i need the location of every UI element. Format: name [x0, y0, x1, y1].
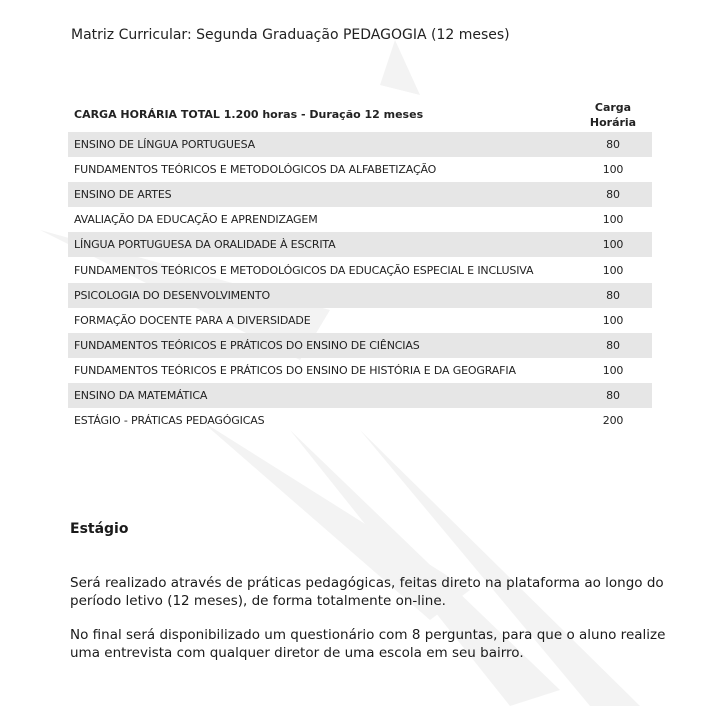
- course-hours: 80: [574, 333, 652, 358]
- course-name: ENSINO DE LÍNGUA PORTUGUESA: [68, 132, 574, 157]
- course-hours: 80: [574, 132, 652, 157]
- table-row: [68, 283, 652, 308]
- course-name: FUNDAMENTOS TEÓRICOS E PRÁTICOS DO ENSINO DE CIÊNCIAS: [68, 333, 574, 358]
- table-row: [68, 358, 652, 383]
- table-row: [68, 232, 652, 257]
- header-workload-line1: Carga: [594, 100, 632, 114]
- course-hours: 100: [602, 363, 624, 377]
- table-row: [68, 257, 652, 282]
- course-hours: 80: [574, 283, 652, 308]
- course-hours: 200: [602, 414, 624, 428]
- course-name: ENSINO DA MATEMÁTICA: [68, 383, 574, 408]
- header-workload: [574, 97, 652, 132]
- internship-paragraph-1: Será realizado através de práticas pedagógicas, feitas direto na plataforma ao longo do período letivo (12 meses), de forma totalmente on-line.: [70, 575, 664, 609]
- table-row: [68, 132, 652, 157]
- table-header-row: [68, 97, 652, 132]
- course-name: ESTÁGIO - PRÁTICAS PEDAGÓGICAS: [74, 414, 265, 428]
- curriculum-table: [68, 97, 652, 433]
- course-name: FUNDAMENTOS TEÓRICOS E PRÁTICOS DO ENSINO DE HISTÓRIA E DA GEOGRAFIA: [74, 363, 516, 377]
- table-row: [68, 182, 652, 207]
- course-hours: 100: [602, 213, 624, 227]
- header-total-workload: CARGA HORÁRIA TOTAL 1.200 horas - Duração 12 meses: [74, 108, 424, 121]
- course-name: ENSINO DE ARTES: [68, 182, 574, 207]
- course-name: FORMAÇÃO DOCENTE PARA A DIVERSIDADE: [74, 313, 311, 327]
- course-hours: 100: [574, 232, 652, 257]
- table-row: [68, 207, 652, 232]
- table-row: [68, 408, 652, 433]
- course-name: FUNDAMENTOS TEÓRICOS E METODOLÓGICOS DA ALFABETIZAÇÃO: [74, 163, 437, 177]
- course-hours: 100: [602, 263, 624, 277]
- course-name: LÍNGUA PORTUGUESA DA ORALIDADE À ESCRITA: [68, 232, 574, 257]
- course-name: FUNDAMENTOS TEÓRICOS E METODOLÓGICOS DA EDUCAÇÃO ESPECIAL E INCLUSIVA: [74, 263, 534, 277]
- course-hours: 100: [602, 313, 624, 327]
- table-row: [68, 333, 652, 358]
- course-hours: 80: [574, 182, 652, 207]
- table-row: [68, 308, 652, 333]
- internship-heading: Estágio: [70, 521, 129, 537]
- course-hours: 100: [602, 163, 624, 177]
- course-hours: 80: [574, 383, 652, 408]
- course-name: AVALIAÇÃO DA EDUCAÇÃO E APRENDIZAGEM: [74, 213, 318, 227]
- table-row: [68, 157, 652, 182]
- header-workload-line2: Horária: [589, 115, 637, 129]
- internship-paragraph-2: No final será disponibilizado um questionário com 8 perguntas, para que o aluno realize uma entrevista com qualquer diretor de uma escola em seu bairro.: [70, 627, 666, 661]
- table-row: [68, 383, 652, 408]
- document-title: Matriz Curricular: Segunda Graduação PEDAGOGIA (12 meses): [71, 27, 510, 43]
- course-name: PSICOLOGIA DO DESENVOLVIMENTO: [68, 283, 574, 308]
